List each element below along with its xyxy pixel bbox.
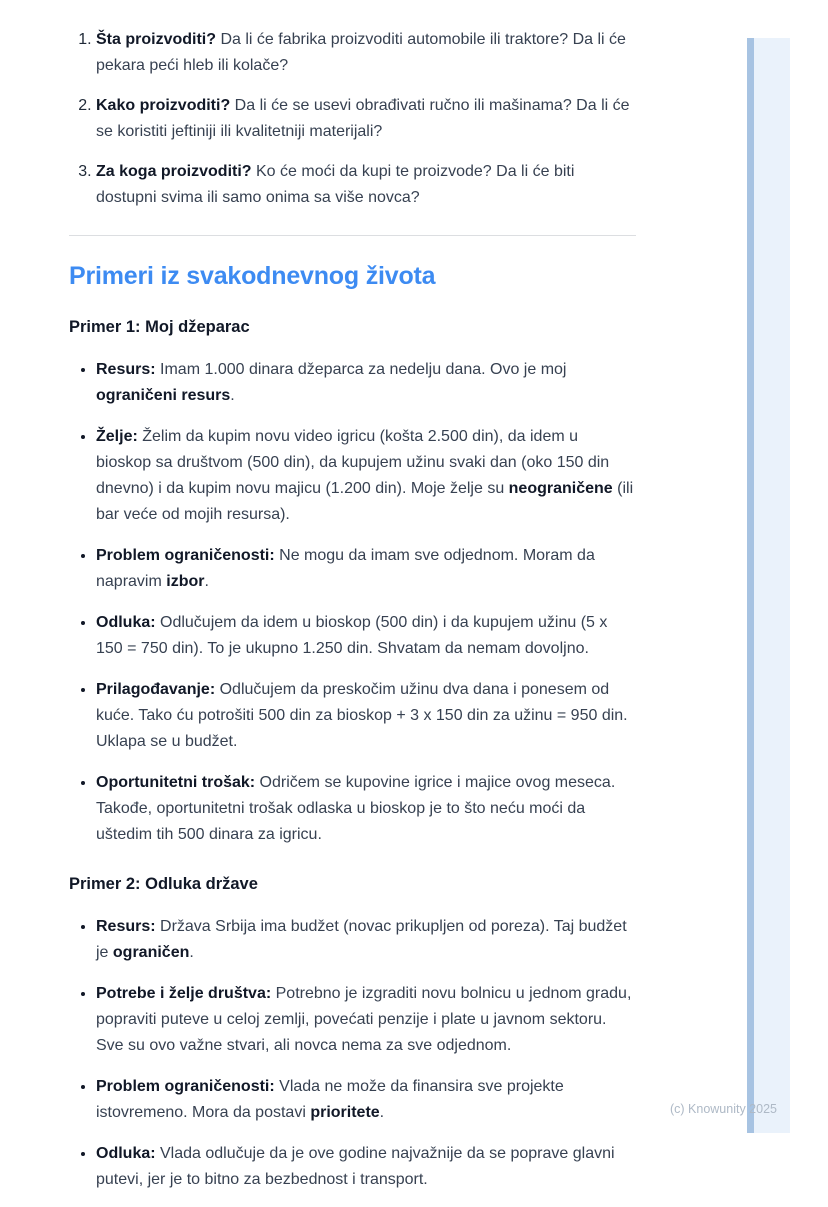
text-run: Vlada ne može da finansira sve projekte istovremeno. Mora da postavi: [96, 1078, 564, 1121]
example1-heading: Primer 1: Moj džeparac: [69, 318, 250, 336]
text-run: Država Srbija ima budžet (novac prikupljen od poreza). Taj budžet je: [96, 918, 627, 961]
bullet-item: [96, 1073, 636, 1126]
bold-text-run: Želje:: [96, 428, 138, 445]
bold-text-run: ograničen: [112, 944, 190, 961]
key-questions-list: [69, 27, 636, 211]
divider: [69, 235, 636, 236]
text-run: Da li će fabrika proizvoditi automobile ili traktore? Da li će pekara peći hleb ili kolače?: [96, 31, 626, 74]
text-run: Vlada odlučuje da je ove godine najvažnije da se poprave glavni putevi, jer je to bitno za bezbednost i transport.: [96, 1145, 615, 1188]
bullet-item: [96, 609, 636, 662]
bold-text-run: Kako proizvoditi?: [96, 97, 231, 114]
bold-text-run: prioritete: [310, 1104, 380, 1121]
bullet-item: [96, 1140, 636, 1193]
numbered-item: [96, 159, 636, 211]
bullet-item: [96, 423, 636, 528]
text-run: Da li će se usevi obrađivati ručno ili mašinama? Da li će se koristiti jeftiniji ili kvalitetniji materijali?: [96, 97, 630, 140]
text-run: Ne mogu da imam sve odjednom. Moram da napravim: [96, 547, 595, 590]
section-title: Primeri iz svakodnevnog života: [69, 262, 436, 290]
text-run: Ko će moći da kupi te proizvode? Da li će biti dostupni svima ili samo onima sa više novca?: [96, 163, 575, 206]
copyright-watermark: (c) Knowunity 2025: [669, 1102, 777, 1116]
text-run: .: [189, 944, 194, 961]
text-run: .: [204, 573, 209, 590]
bold-text-run: Prilagođavanje:: [96, 681, 216, 698]
text-run: .: [230, 387, 235, 404]
text-run: Odlučujem da preskočim užinu dva dana i ponesem od kuće. Tako ću potrošiti 500 din za bioskop + 3 x 150 din za užinu = 950 din. Uklapa se u budžet.: [96, 681, 628, 750]
text-run: Želim da kupim novu video igricu (košta 2.500 din), da idem u bioskop sa društvom (500 din), da kupujem užinu svaki dan (oko 150 din dnevno) i da kupim novu majicu (1.200 din). Moje želje su: [96, 428, 610, 497]
bold-text-run: Resurs:: [96, 918, 156, 935]
bullet-item: [96, 913, 636, 966]
bold-text-run: Odluka:: [96, 614, 156, 631]
bold-text-run: Potrebe i želje društva:: [96, 985, 272, 1002]
text-run: Imam 1.000 dinara džeparca za nedelju dana. Ovo je moj: [155, 361, 567, 378]
bullet-item: [96, 980, 636, 1059]
text-run: .: [379, 1104, 385, 1121]
numbered-item: [96, 93, 636, 145]
text-run: (ili bar veće od mojih resursa).: [96, 480, 634, 523]
text-run: Odlučujem da idem u bioskop (500 din) i da kupujem užinu (5 x 150 = 750 din). To je ukupno 1.250 din. Shvatam da nemam dovoljno.: [96, 614, 608, 657]
example2-bullet-list: [69, 913, 636, 1193]
example1-bullet-list: [69, 356, 636, 848]
bullet-item: [96, 542, 636, 595]
bold-text-run: Oportunitetni trošak:: [96, 774, 256, 791]
text-run: Potrebno je izgraditi novu bolnicu u jednom gradu, popraviti puteve u celoj zemlji, povećati penzije i plate u javnom sektoru. Sve su ovo važne stvari, ali novca nema za sve odjednom.: [96, 985, 632, 1054]
bold-text-run: Šta proizvoditi?: [96, 31, 216, 48]
bold-text-run: Resurs:: [96, 361, 156, 378]
numbered-item: [96, 27, 636, 79]
bullet-item: [96, 356, 636, 409]
bold-text-run: Odluka:: [96, 1145, 156, 1162]
bold-text-run: ograničeni resurs: [96, 387, 231, 404]
text-run: Odričem se kupovine igrice i majice ovog meseca. Takođe, oportunitetni trošak odlaska u bioskop je to što neću moći da uštedim tih 500 dinara za igricu.: [96, 774, 616, 843]
bullet-item: [96, 769, 636, 848]
document-content: [69, 27, 636, 1207]
page-edge-strip: [747, 38, 790, 1133]
example2-heading: Primer 2: Odluka države: [69, 875, 258, 893]
bold-text-run: Za koga proizvoditi?: [96, 163, 252, 180]
bullet-item: [96, 676, 636, 755]
bold-text-run: Problem ograničenosti:: [96, 1078, 275, 1095]
bold-text-run: izbor: [166, 573, 205, 590]
bold-text-run: Problem ograničenosti:: [96, 547, 275, 564]
bold-text-run: neograničene: [508, 480, 613, 497]
